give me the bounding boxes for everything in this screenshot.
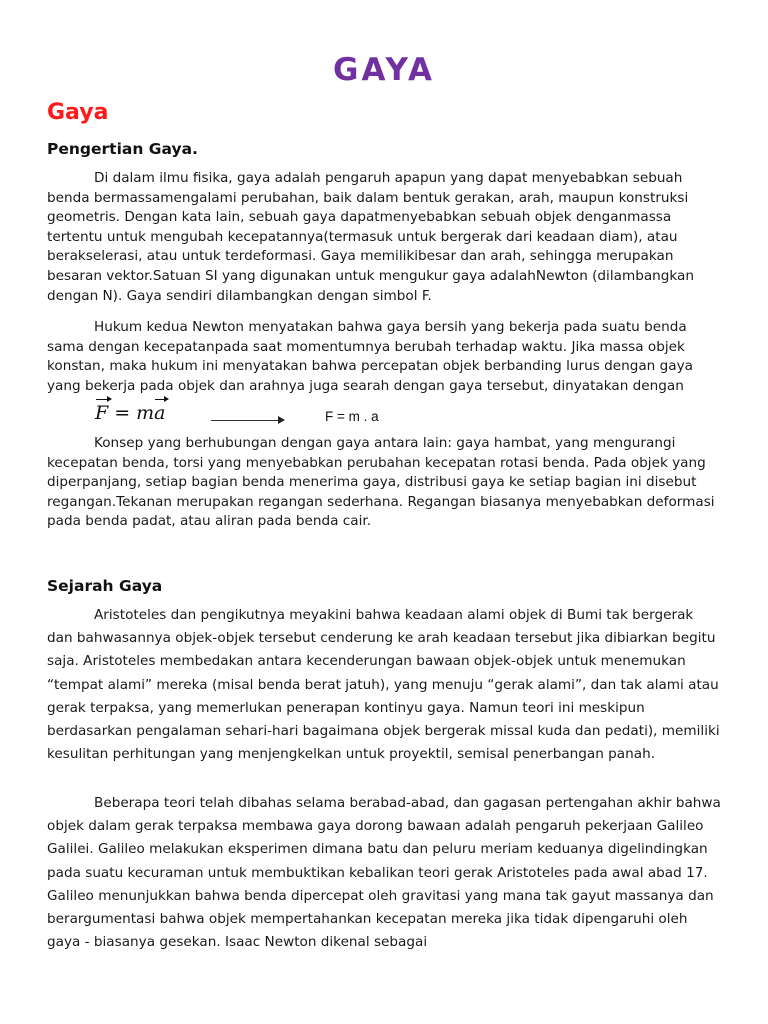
pengertian-paragraph-1: Di dalam ilmu fisika, gaya adalah pengaruh apapun yang dapat menyebabkan sebuah benda bermassamengalami perubahan, baik dalam bentuk gerakan, arah, maupun konstruksi geometris. Dengan kata lain, sebuah gaya dapatmenyebabkan sebuah objek denganmassa tertentu untuk mengubah kecepatannya(termasuk untuk bergerak dari keadaan diam), atau berakselerasi, atau untuk terdeformasi. Gaya memilikibesar dan arah, sehingga merupakan besaran vektor.Satuan SI yang digunakan untuk mengukur gaya adalahNewton (dilambangkan dengan N). Gaya sendiri dilambangkan dengan simbol F. [47, 170, 694, 304]
acceleration-vector: a [154, 402, 166, 424]
pengertian-paragraph-3: Konsep yang berhubungan dengan gaya antara lain: gaya hambat, yang mengurangi kecepatan benda, torsi yang menyebabkan perubahan kecepatan rotasi benda. Pada objek yang diperpanjang, setiap bagian benda menerima gaya, distribusi gaya ke setiap bagian ini disebut regangan.Tekanan merupakan regangan sederhana. Regangan biasanya menyebabkan deformasi pada benda padat, atau aliran pada benda cair. [47, 435, 715, 530]
formula-image [95, 402, 165, 424]
sejarah-paragraph-1: Aristoteles dan pengikutnya meyakini bahwa keadaan alami objek di Bumi tak bergerak dan bahwasannya objek-objek tersebut cenderung ke arah keadaan tersebut jika dibiarkan begitu saja. Aristoteles membedakan antara kecenderungan bawaan objek-objek untuk menemukan “tempat alami” mereka (misal benda berat jatuh), yang menuju “gerak alami”, dan tak alami atau gerak terpaksa, yang memerlukan penerapan kontinyu gaya. Namun teori ini meskipun berdasarkan pengalaman sehari-hari bagaimana objek bergerak missal kuda dan pedati), memiliki kesulitan perhitungan yang menjengkelkan untuk proyektil, semisal penerbangan panah. [47, 607, 720, 763]
right-arrow-icon [211, 420, 283, 421]
document-title: GAYA [333, 52, 435, 88]
section-heading: Gaya [47, 100, 109, 125]
force-vector: F [95, 402, 109, 424]
pengertian-paragraph-2: Hukum kedua Newton menyatakan bahwa gaya bersih yang bekerja pada suatu benda sama dengan kecepatanpada saat momentumnya berubah terhadap waktu. Jika massa objek konstan, maka hukum ini menyatakan bahwa percepatan objek berbanding lurus dengan gaya yang bekerja pada objek dan arahnya juga searah dengan gaya tersebut, dinyatakan dengan [47, 319, 693, 394]
formula-mass: m [136, 402, 155, 424]
formula [95, 402, 495, 428]
sejarah-heading: Sejarah Gaya [47, 577, 163, 595]
pengertian-heading: Pengertian Gaya. [47, 140, 198, 158]
formula-plain-text: F = m . a [325, 409, 379, 424]
formula-equals: = [114, 402, 131, 424]
sejarah-paragraph-2: Beberapa teori telah dibahas selama berabad-abad, dan gagasan pertengahan akhir bahwa objek dalam gerak terpaksa membawa gaya dorong bawaan adalah pengaruh pekerjaan Galileo Galilei. Galileo melakukan eksperimen dimana batu dan peluru meriam keduanya digelindingkan pada suatu kecuraman untuk membuktikan kebalikan teori gerak Aristoteles pada awal abad 17. Galileo menunjukkan bahwa benda dipercepat oleh gravitasi yang mana tak gayut massanya dan berargumentasi bahwa objek mempertahankan kecepatan mereka jika tidak dipengaruhi oleh gaya - biasanya gesekan. Isaac Newton dikenal sebagai [47, 795, 721, 951]
